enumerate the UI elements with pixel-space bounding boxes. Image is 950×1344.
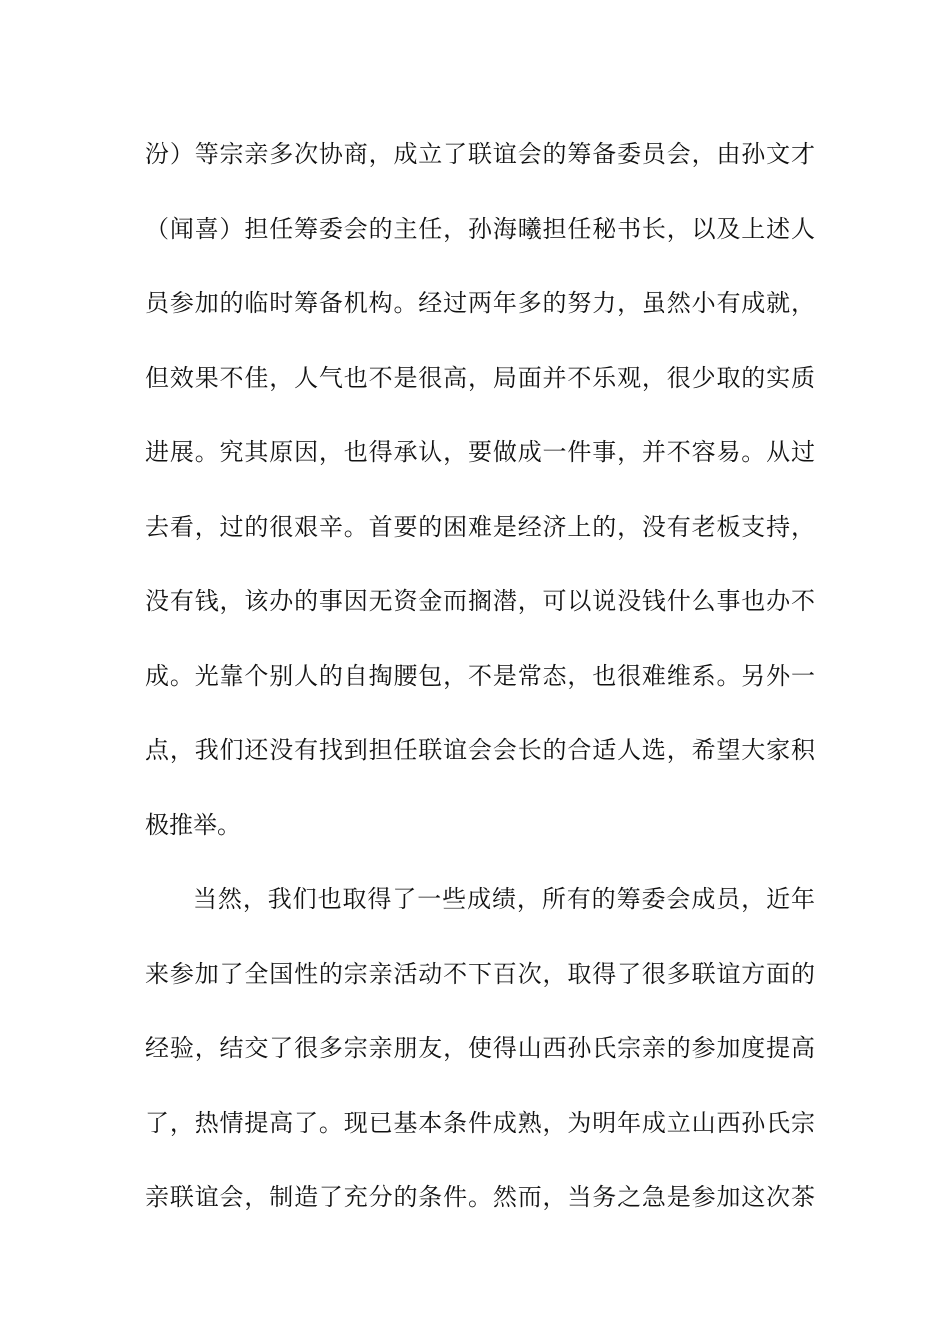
- text-line: 但效果不佳，人气也不是很高，局面并不乐观，很少取的实质: [145, 363, 815, 392]
- text-line: 亲联谊会，制造了充分的条件。然而，当务之急是参加这次茶: [145, 1183, 815, 1211]
- paragraph-1: [145, 130, 815, 875]
- text-line: 员参加的临时筹备机构。经过两年多的努力，虽然小有成就，: [145, 289, 815, 317]
- text-line: （闻喜）担任筹委会的主任，孙海曦担任秘书长，以及上述人: [145, 214, 815, 243]
- text-line: 当然，我们也取得了一些成绩，所有的筹委会成员，近年: [193, 885, 815, 913]
- text-line: 来参加了全国性的宗亲活动不下百次，取得了很多联谊方面的: [145, 959, 815, 988]
- paragraph-2: [145, 875, 815, 1248]
- text-line: 成。光靠个别人的自掏腰包，不是常态，也很难维系。另外一: [145, 661, 815, 690]
- text-line: 点，我们还没有找到担任联谊会会长的合适人选，希望大家积: [145, 736, 815, 764]
- body-text: [145, 130, 815, 1248]
- text-line: 没有钱，该办的事因无资金而搁潜，可以说没钱什么事也办不: [145, 587, 815, 615]
- text-line: 了，热情提高了。现已基本条件成熟，为明年成立山西孙氏宗: [145, 1108, 815, 1137]
- text-line: 去看，过的很艰辛。首要的困难是经济上的，没有老板支持，: [145, 512, 815, 541]
- text-line: 汾）等宗亲多次协商，成立了联谊会的筹备委员会，由孙文才: [145, 140, 815, 168]
- text-line: 经验，结交了很多宗亲朋友，使得山西孙氏宗亲的参加度提高: [145, 1034, 815, 1062]
- text-line: 进展。究其原因，也得承认，要做成一件事，并不容易。从过: [145, 438, 815, 466]
- text-line: 极推举。: [145, 810, 241, 839]
